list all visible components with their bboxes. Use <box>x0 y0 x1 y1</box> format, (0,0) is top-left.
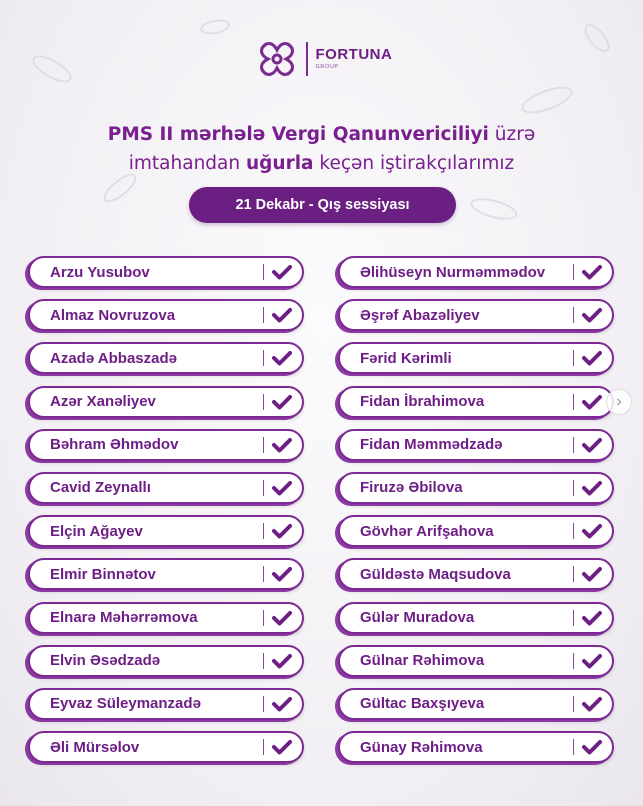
participant-name: Azər Xanəliyev <box>50 393 156 411</box>
check-icon <box>582 523 602 539</box>
participant-item <box>28 558 304 590</box>
participant-name: Bəhram Əhmədov <box>50 436 179 454</box>
participant-item <box>338 342 614 374</box>
participant-name: Gövhər Arifşahova <box>360 522 494 540</box>
participant-name: Almaz Novruzova <box>50 306 176 324</box>
check-icon <box>272 264 292 280</box>
participant-item <box>28 731 304 763</box>
pill-divider <box>573 566 575 582</box>
pill-divider <box>263 264 265 280</box>
confetti <box>468 194 519 224</box>
participant-name: Eyvaz Süleymanzadə <box>50 695 201 713</box>
pill-divider <box>573 394 575 410</box>
title-line2-b: keçən iştirakçılarımız <box>313 153 515 174</box>
title-line2-bold: uğurla <box>245 153 314 174</box>
fortuna-logo-icon <box>254 36 300 82</box>
pill-divider <box>263 350 265 366</box>
participant-name: Gülnar Rəhimova <box>360 652 485 670</box>
pill-divider <box>573 437 575 453</box>
participant-item <box>28 602 304 634</box>
check-icon <box>272 307 292 323</box>
confetti <box>518 81 576 118</box>
participant-name: Fərid Kərimli <box>360 349 452 367</box>
participant-name: Güldəstə Maqsudova <box>360 565 511 583</box>
participant-item <box>338 386 614 418</box>
participant-item <box>338 256 614 288</box>
participant-name: Fidan Məmmədzadə <box>360 436 503 454</box>
chevron-right-icon[interactable]: › <box>606 389 632 415</box>
check-icon <box>582 739 602 755</box>
participant-item <box>338 602 614 634</box>
check-icon <box>272 739 292 755</box>
confetti <box>580 20 614 56</box>
participant-item <box>28 342 304 374</box>
participant-name: Elvin Əsədzadə <box>50 652 161 670</box>
participant-name: Fidan İbrahimova <box>360 393 485 411</box>
check-icon <box>272 350 292 366</box>
check-icon <box>582 610 602 626</box>
check-icon <box>582 480 602 496</box>
participant-item <box>28 256 304 288</box>
pill-divider <box>263 610 265 626</box>
participant-name: Elnarə Məhərrəmova <box>50 609 198 626</box>
participant-name: Elçin Ağayev <box>50 522 143 540</box>
participant-item <box>338 515 614 547</box>
pill-divider <box>263 696 265 712</box>
participant-item <box>28 429 304 461</box>
pill-divider <box>263 566 265 582</box>
logo-divider <box>306 42 308 76</box>
right-column <box>338 256 614 774</box>
confetti <box>199 18 231 37</box>
participant-item <box>28 515 304 547</box>
session-badge: 21 Dekabr - Qış sessiyası <box>189 187 456 223</box>
left-column <box>28 256 304 774</box>
check-icon <box>582 307 602 323</box>
participant-name: Əlihüseyn Nurməmmədov <box>360 263 546 281</box>
participant-name: Firuzə Əbilova <box>360 479 463 497</box>
participant-name: Arzu Yusubov <box>50 263 150 281</box>
check-icon <box>272 566 292 582</box>
pill-divider <box>573 480 575 496</box>
participant-item <box>28 645 304 677</box>
participant-name: Azadə Abbaszadə <box>50 349 177 367</box>
participant-name: Elmir Binnətov <box>50 565 156 583</box>
participant-name: Gültac Baxşıyeva <box>360 695 485 713</box>
check-icon <box>272 437 292 453</box>
pill-divider <box>573 307 575 323</box>
check-icon <box>272 394 292 410</box>
check-icon <box>582 696 602 712</box>
participant-item <box>338 299 614 331</box>
title-line2-a: imtahandan <box>128 153 246 174</box>
page-title <box>0 120 643 178</box>
check-icon <box>582 394 602 410</box>
participant-name: Əli Mürsəlov <box>50 738 140 756</box>
confetti <box>28 50 75 88</box>
check-icon <box>272 653 292 669</box>
pill-divider <box>263 437 265 453</box>
participant-name: Cavid Zeynallı <box>50 479 151 497</box>
participant-item <box>28 299 304 331</box>
participant-item <box>28 386 304 418</box>
participant-name: Günay Rəhimova <box>360 738 483 756</box>
check-icon <box>272 696 292 712</box>
check-icon <box>272 523 292 539</box>
pill-divider <box>263 394 265 410</box>
pill-divider <box>573 696 575 712</box>
participant-item <box>338 429 614 461</box>
pill-divider <box>573 264 575 280</box>
pill-divider <box>263 739 265 755</box>
pill-divider <box>263 653 265 669</box>
check-icon <box>272 610 292 626</box>
pill-divider <box>263 523 265 539</box>
participant-name: Əşrəf Abazəliyev <box>360 306 480 324</box>
participant-item <box>338 645 614 677</box>
participant-name: Gülər Muradova <box>360 609 475 626</box>
pill-divider <box>263 307 265 323</box>
brand-name: FORTUNA <box>315 46 393 64</box>
check-icon <box>582 264 602 280</box>
check-icon <box>272 480 292 496</box>
pill-divider <box>573 739 575 755</box>
participant-item <box>338 688 614 720</box>
pill-divider <box>573 523 575 539</box>
participant-item <box>338 731 614 763</box>
check-icon <box>582 350 602 366</box>
check-icon <box>582 653 602 669</box>
participant-item <box>28 688 304 720</box>
pill-divider <box>573 653 575 669</box>
title-line1-rest: üzrə <box>488 124 536 145</box>
pill-divider <box>573 350 575 366</box>
participant-item <box>28 472 304 504</box>
check-icon <box>582 566 602 582</box>
participant-item <box>338 472 614 504</box>
check-icon <box>582 437 602 453</box>
brand-sub: GROUP <box>315 64 339 71</box>
pill-divider <box>573 610 575 626</box>
pill-divider <box>263 480 265 496</box>
participant-item <box>338 558 614 590</box>
brand-logo <box>254 36 392 82</box>
title-line1-bold: PMS II mərhələ Vergi Qanunvericiliyi <box>107 124 489 145</box>
